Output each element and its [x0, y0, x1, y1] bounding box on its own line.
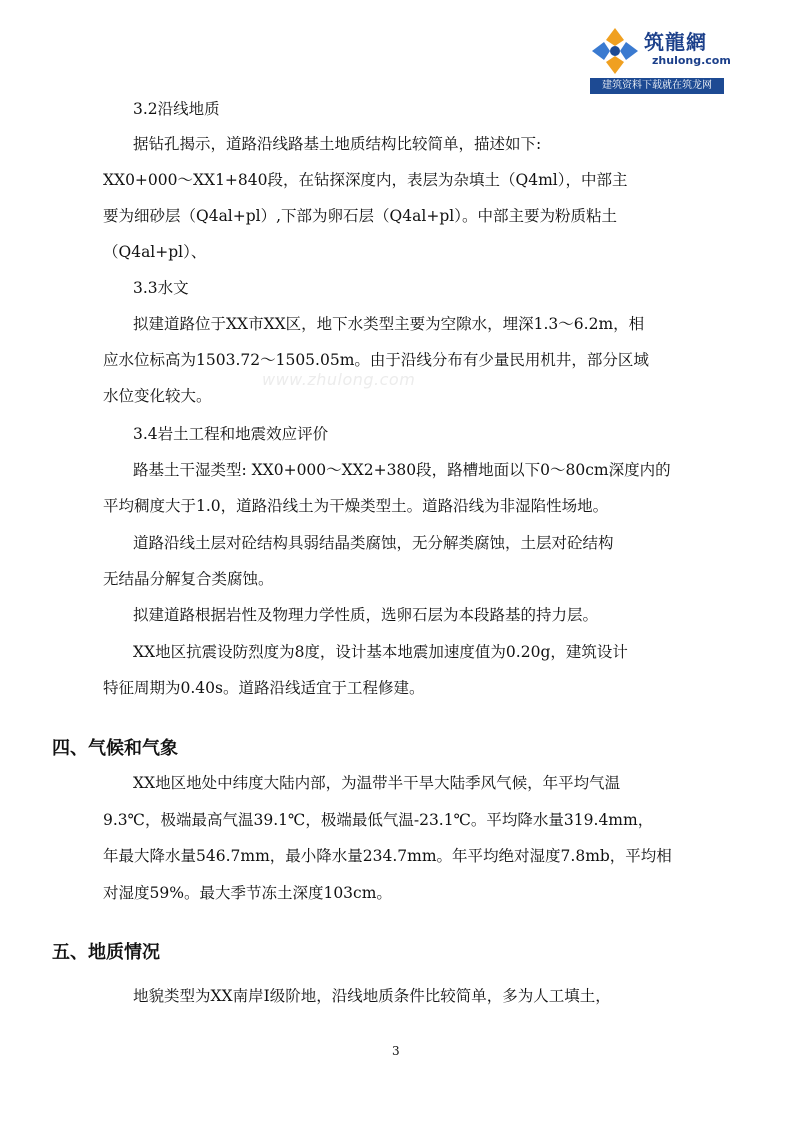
section-3-4-title: 3.4岩土工程和地震效应评价: [133, 425, 329, 443]
page-number: 3: [392, 1044, 400, 1058]
section-3-4-line: 特征周期为0.40s。道路沿线适宜于工程修建。: [103, 679, 425, 697]
section-3-2-line: 据钻孔揭示，道路沿线路基土地质结构比较简单，描述如下:: [133, 135, 542, 153]
section-3-3-line: 拟建道路位于XX市XX区，地下水类型主要为空隙水，埋深1.3～6.2m，相: [133, 315, 645, 333]
logo-tagline: 建筑资料下载就在筑龙网: [590, 78, 724, 94]
section-3-3-line: 水位变化较大。: [103, 387, 212, 405]
watermark: www.zhulong.com: [262, 370, 416, 389]
zhulong-logo: [590, 22, 731, 92]
section-4-line: 对湿度59%。最大季节冻土深度103cm。: [103, 884, 392, 902]
section-3-2-title: 3.2沿线地质: [133, 100, 220, 118]
section-3-3-title: 3.3水文: [133, 279, 189, 297]
section-3-4-line: 平均稠度大于1.0，道路沿线土为干燥类型土。道路沿线为非湿陷性场地。: [103, 497, 609, 515]
section-4-heading: 四、气候和气象: [52, 738, 178, 759]
section-3-4-line: 拟建道路根据岩性及物理力学性质，选卵石层为本段路基的持力层。: [133, 606, 599, 624]
section-4-line: XX地区地处中纬度大陆内部，为温带半干旱大陆季风气候，年平均气温: [133, 774, 621, 792]
section-3-4-line: 无结晶分解复合类腐蚀。: [103, 570, 274, 588]
section-3-2-line: XX0+000～XX1+840段，在钻探深度内，表层为杂填土（Q4ml），中部主: [103, 171, 628, 189]
section-3-2-line: 要为细砂层（Q4al+pl）,下部为卵石层（Q4al+pl）。中部主要为粉质粘土: [103, 207, 617, 225]
zhulong-logo-icon: [590, 26, 640, 76]
logo-chinese-name: 筑龍網: [644, 30, 707, 54]
section-3-2-line: （Q4al+pl）、: [103, 243, 207, 261]
logo-domain: zhulong.com: [652, 54, 731, 67]
section-3-4-line: 路基土干湿类型: XX0+000～XX2+380段，路槽地面以下0～80cm深度内的: [133, 461, 671, 479]
section-5-line: 地貌类型为XX南岸Ⅰ级阶地，沿线地质条件比较简单，多为人工填土，: [133, 987, 611, 1005]
section-4-line: 年最大降水量546.7mm，最小降水量234.7mm。年平均绝对湿度7.8mb，平均相: [103, 847, 672, 865]
section-4-line: 9.3℃，极端最高气温39.1℃，极端最低气温-23.1℃。平均降水量319.4mm，: [103, 811, 654, 829]
section-5-heading: 五、地质情况: [52, 942, 160, 963]
section-3-3-line: 应水位标高为1503.72～1505.05m。由于沿线分布有少量民用机井，部分区域: [103, 351, 649, 369]
section-3-4-line: XX地区抗震设防烈度为8度，设计基本地震加速度值为0.20g，建筑设计: [133, 643, 628, 661]
section-3-4-line: 道路沿线土层对砼结构具弱结晶类腐蚀，无分解类腐蚀，土层对砼结构: [133, 534, 614, 552]
